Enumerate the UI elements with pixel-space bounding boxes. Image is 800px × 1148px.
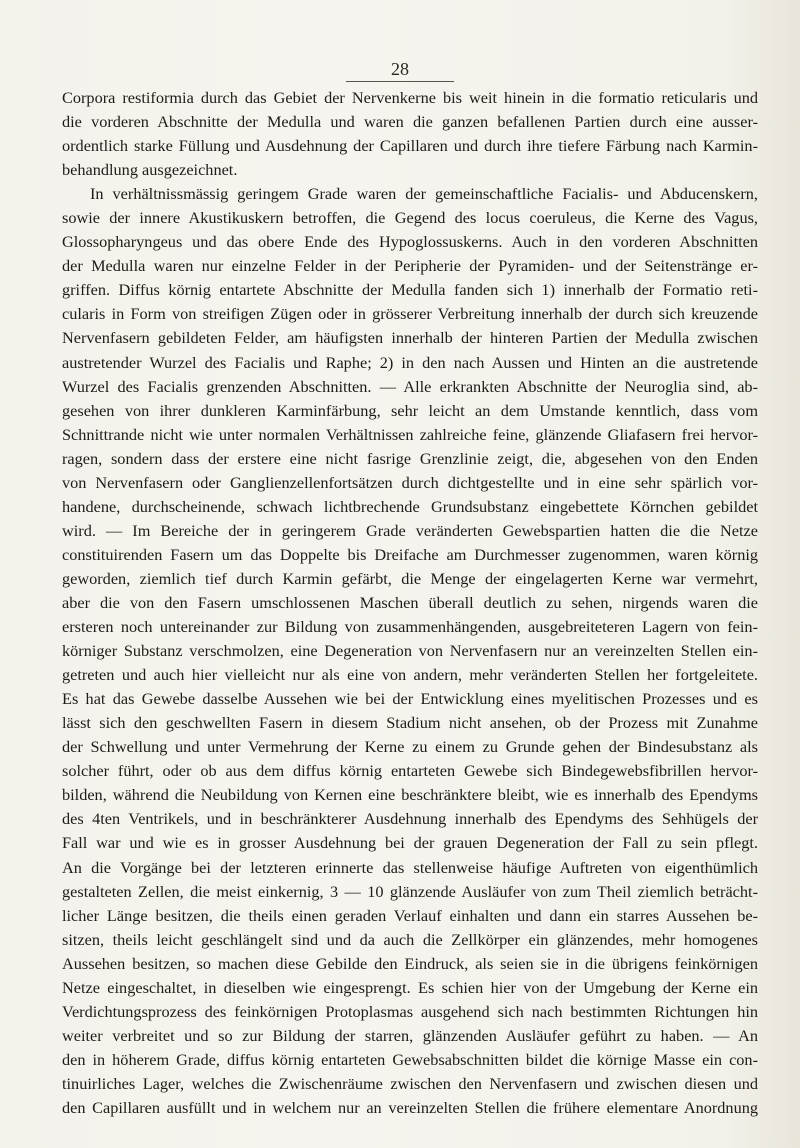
text-line: körniger Substanz verschmolzen, eine Degeneration von Nervenfasern nur an vereinzelten Stellen ein- xyxy=(62,641,758,661)
text-line: lässt sich den geschwellten Fasern in diesem Stadium nicht ansehen, ob der Prozess mit Zunahme xyxy=(62,713,758,733)
text-line: solcher führt, oder ob aus dem diffus körnig entarteten Gewebe sich Bindegewebsfibrillen hervor- xyxy=(62,761,758,781)
text-line: geworden, ziemlich tief durch Karmin gefärbt, die Menge der eingelagerten Kerne war vermehrt, xyxy=(62,568,758,588)
text-line: Nervenfasern gebildeten Felder, am häufigsten innerhalb der hinteren Partien der Medulla zwischen xyxy=(62,328,758,348)
text-line: weiter verbreitet und so zur Bildung der starren, glänzenden Ausläufer geführt zu haben. — An xyxy=(62,1025,758,1045)
text-line: von Nervenfasern oder Ganglienzellenfortsätzen durch dichtgestellte und in eine sehr spärlich vor- xyxy=(62,472,758,492)
text-line: des 4ten Ventrikels, und in beschränkterer Ausdehnung innerhalb des Ependyms des Sehhügels der xyxy=(62,809,758,829)
text-line: der Schwellung und unter Vermehrung der Kerne zu einem zu Grunde gehen der Bindesubstanz als xyxy=(62,737,758,757)
text-line: ersteren noch untereinander zur Bildung von zusammenhängenden, ausgebreiteteren Lagern von fein- xyxy=(62,617,758,637)
text-line: wird. — Im Bereiche der in geringerem Grade veränderten Gewebspartien hatten die die Netze xyxy=(62,520,758,540)
text-line: Schnittrande nicht wie unter normalen Verhältnissen zahlreiche feine, glänzende Gliafasern frei hervor- xyxy=(62,424,758,444)
page-number: 28 xyxy=(391,59,409,79)
text-line: An die Vorgänge bei der letzteren erinnerte das stellenweise häufige Auftreten von eigenthümlich xyxy=(62,857,758,877)
text-line: der Medulla waren nur einzelne Felder in der Peripherie der Pyramiden- und der Seitenstränge er- xyxy=(62,256,758,276)
text-line: Corpora restiformia durch das Gebiet der Nervenkerne bis weit hinein in die formatio reticularis und xyxy=(62,88,758,107)
text-line: den in höherem Grade, diffus körnig entarteten Gewebsabschnitten bildet die körnige Masse ein con- xyxy=(62,1049,758,1069)
text-line: licher Länge besitzen, die theils einen geraden Verlauf einhalten und dann ein starres Aussehen be- xyxy=(62,905,758,925)
text-line: griffen. Diffus körnig entartete Abschnitte der Medulla fanden sich 1) innerhalb der Formatio reti- xyxy=(62,280,758,300)
text-line: constituirenden Fasern um das Doppelte bis Dreifache am Durchmesser zugenommen, waren körnig xyxy=(62,544,758,564)
text-line: Netze eingeschaltet, in dieselben wie eingesprengt. Es schien hier von der Umgebung der Kerne ein xyxy=(62,977,758,997)
text-line: gesehen von ihrer dunkleren Karminfärbung, sehr leicht an dem Umstande kenntlich, dass vom xyxy=(62,400,758,420)
text-line: Wurzel des Facialis grenzenden Abschnitten. — Alle erkrankten Abschnitte der Neuroglia sind, ab- xyxy=(62,376,758,396)
text-line: Fall war und wie es in grosser Ausdehnung bei der grauen Degeneration der Fall zu sein pflegt. xyxy=(62,833,758,853)
text-line: bilden, während die Neubildung von Kernen eine beschränktere bleibt, wie es innerhalb des Ependyms xyxy=(62,785,758,805)
text-line: getreten und auch hier vielleicht nur als eine von andern, mehr veränderten Stellen her fortgeleitete. xyxy=(62,665,758,685)
text-line: In verhältnissmässig geringem Grade waren der gemeinschaftliche Facialis- und Abducenskern, xyxy=(90,184,758,204)
text-line: sowie der innere Akustikuskern betroffen, die Gegend des locus coeruleus, die Kerne des Vagus, xyxy=(62,208,758,228)
text-line: den Capillaren ausfüllt und in welchem nur an vereinzelten Stellen die frühere elementare Anordnung xyxy=(62,1097,758,1117)
text-line: ragen, sondern dass der erstere eine nicht fasrige Grenzlinie zeigt, die, abgesehen von den Enden xyxy=(62,448,758,468)
text-line: behandlung ausgezeichnet. xyxy=(62,160,238,180)
text-line: die vorderen Abschnitte der Medulla und waren die ganzen befallenen Partien durch eine ausser- xyxy=(62,112,758,132)
text-line: Glossopharyngeus und das obere Ende des Hypoglossuskerns. Auch in den vorderen Abschnitten xyxy=(62,232,758,252)
text-line: tinuirliches Lager, welches die Zwischenräume zwischen den Nervenfasern und zwischen diesen und xyxy=(62,1073,758,1093)
page-number-rule xyxy=(346,81,454,82)
text-line: gestalteten Zellen, die meist einkernig, 3 — 10 glänzende Ausläufer von zum Theil ziemlich beträcht- xyxy=(62,881,758,901)
text-line: ordentlich starke Füllung und Ausdehnung der Capillaren und durch ihre tiefere Färbung nach Karmin- xyxy=(62,136,758,156)
text-line: Es hat das Gewebe dasselbe Aussehen wie bei der Entwicklung eines myelitischen Prozesses und es xyxy=(62,689,758,709)
text-line: Verdichtungsprozess des feinkörnigen Protoplasmas ausgehend sich nach bestimmten Richtungen hin xyxy=(62,1001,758,1021)
text-line: sitzen, theils leicht geschlängelt sind und da auch die Zellkörper ein glänzendes, mehr homogenes xyxy=(62,929,758,949)
text-line: Aussehen besitzen, so machen diese Gebilde den Eindruck, als seien sie in die übrigens feinkörnigen xyxy=(62,953,758,973)
text-line: aber die von den Fasern umschlossenen Maschen überall deutlich zu sehen, nirgends waren die xyxy=(62,592,758,612)
text-line: austretender Wurzel des Facialis und Raphe; 2) in den nach Aussen und Hinten an die austretende xyxy=(62,352,758,372)
text-line: handene, durchscheinende, schwach lichtbrechende Grundsubstanz eingebettete Körnchen gebildet xyxy=(62,496,758,516)
body-text xyxy=(62,86,758,1120)
text-line: cularis in Form von streifigen Zügen oder in grösserer Verbreitung innerhalb der durch sich kreuzende xyxy=(62,304,758,324)
